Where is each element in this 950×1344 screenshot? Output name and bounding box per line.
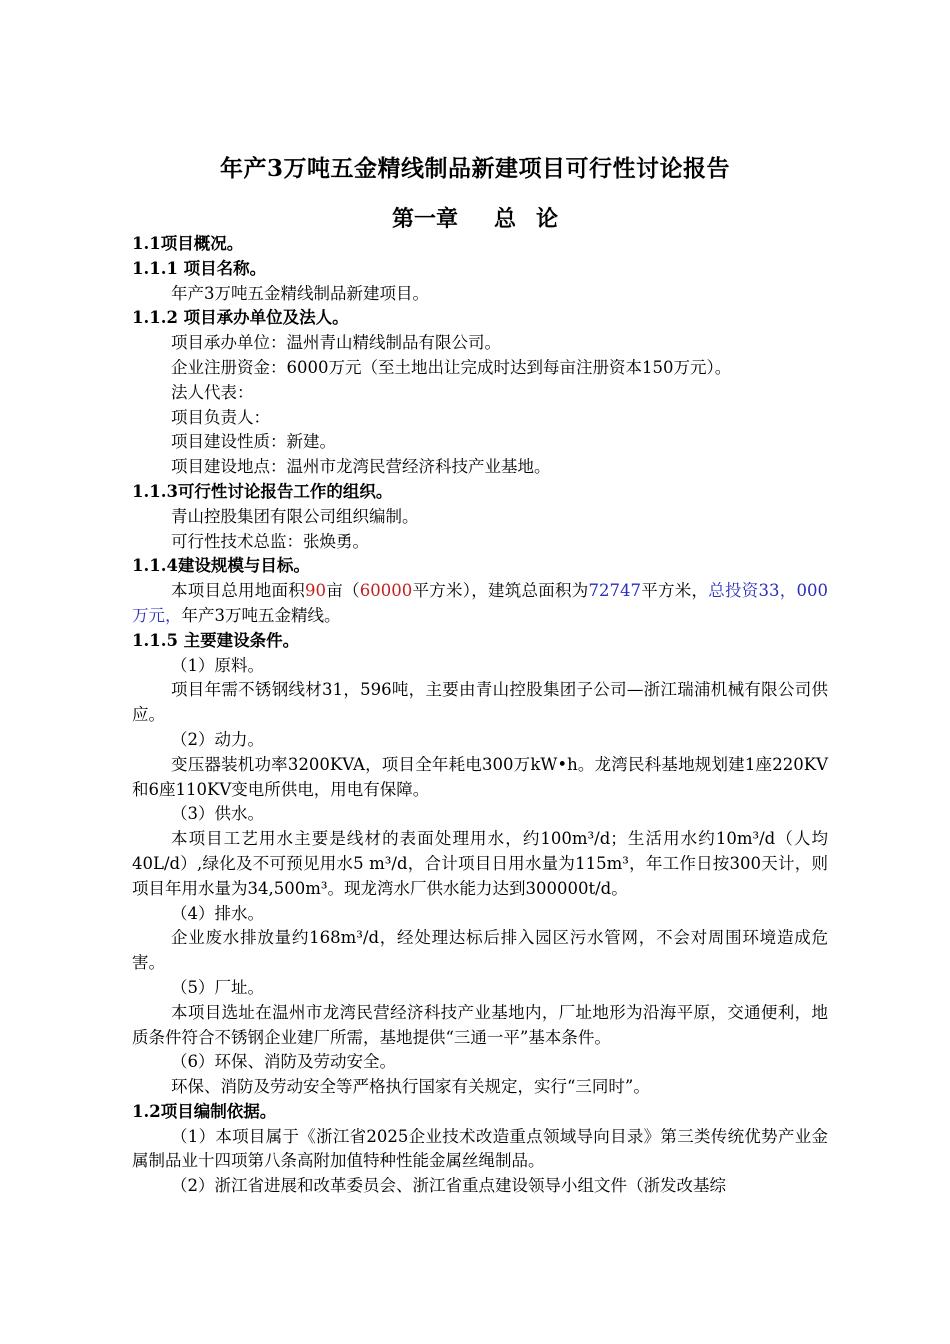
scale-sqm-value: 60000 <box>359 581 413 601</box>
location-text: 项目建设地点：温州市龙湾民营经济科技产业基地。 <box>171 457 551 477</box>
scale-text-1: 本项目总用地面积 <box>171 581 305 601</box>
scale-build-value: 72747 <box>588 581 641 601</box>
section-heading-1-1-4: 1.1.4建设规模与目标。 <box>132 556 310 576</box>
section-heading-1-1-2: 1.1.2 项目承办单位及法人。 <box>132 308 349 328</box>
scale-paragraph <box>132 579 828 629</box>
capital-text: 企业注册资金：6000万元（至土地出让完成时达到每亩注册资本150万元）。 <box>171 357 732 377</box>
organization-text-2: 可行性技术总监：张焕勇。 <box>171 531 369 551</box>
document-body <box>132 232 828 1199</box>
basis-1-text: （1）本项目属于《浙江省2025企业技术改造重点领域导向目录》第三类传统优势产业金属制品业十四项第八条高附加值特种性能金属丝绳制品。 <box>132 1126 828 1171</box>
chapter-word-1: 总 <box>493 206 516 232</box>
project-name-text: 年产3万吨五金精线制品新建项目。 <box>171 283 429 303</box>
scale-mu-value: 90 <box>305 581 326 601</box>
section-heading-1-1: 1.1项目概况。 <box>132 234 244 253</box>
manager-text: 项目负责人： <box>171 407 270 427</box>
scale-invest-value: 总投资33，000万元， <box>132 581 828 625</box>
condition-4-text: 企业废水排放量约168m³/d，经处理达标后排入园区污水管网，不会对周围环境造成危害。 <box>132 928 828 973</box>
section-heading-1-1-5: 1.1.5 主要建设条件。 <box>132 630 300 650</box>
scale-text-3: 平方米），建筑总面积为 <box>412 581 589 601</box>
basis-2-text: （2）浙江省进展和改革委员会、浙江省重点建设领导小组文件（浙发改基综 <box>171 1176 726 1196</box>
chapter-heading <box>0 202 950 233</box>
section-heading-1-1-3: 1.1.3可行性讨论报告工作的组织。 <box>132 481 393 501</box>
section-heading-1-1-1: 1.1.1 项目名称。 <box>132 258 267 278</box>
scale-text-4: 平方米， <box>641 581 709 601</box>
section-heading-1-2: 1.2项目编制依据。 <box>132 1101 277 1121</box>
condition-6-text: 环保、消防及劳动安全等严格执行国家有关规定，实行“三同时”。 <box>171 1077 650 1097</box>
document-title: 年产3万吨五金精线制品新建项目可行性讨论报告 <box>219 155 730 182</box>
condition-3-title: （3）供水。 <box>171 804 264 824</box>
condition-2-title: （2）动力。 <box>171 729 264 749</box>
legal-rep-text: 法人代表： <box>171 382 254 402</box>
condition-3-text: 本项目工艺用水主要是线材的表面处理用水，约100m³/d；生活用水约10m³/d（人均40L/d）,绿化及不可预见用水5 m³/d，合计项目日用水量为115m³，年工作日按300天计，则项目年用水量为34,500m³。现龙湾水厂供水能力达到300000t/d。 <box>132 829 828 898</box>
condition-1-text: 项目年需不锈钢线材31，596吨，主要由青山控股集团子公司—浙江瑞浦机械有限公司供应。 <box>132 680 828 725</box>
condition-2-text: 变压器装机功率3200KVA，项目全年耗电300万kW•h。龙湾民科基地规划建1座220KV和6座110KV变电所供电，用电有保障。 <box>132 754 828 799</box>
scale-text-2: 亩（ <box>326 581 360 601</box>
organization-text-1: 青山控股集团有限公司组织编制。 <box>171 506 419 526</box>
chapter-label: 第一章 <box>391 206 458 232</box>
scale-text-5: 年产3万吨五金精线。 <box>181 605 341 625</box>
condition-6-title: （6）环保、消防及劳动安全。 <box>171 1052 396 1072</box>
condition-1-title: （1）原料。 <box>171 655 264 675</box>
condition-5-title: （5）厂址。 <box>171 977 264 997</box>
chapter-word-2: 论 <box>536 206 559 232</box>
condition-5-text: 本项目选址在温州市龙湾民营经济科技产业基地内，厂址地形为沿海平原，交通便利，地质条件符合不锈钢企业建厂所需，基地提供“三通一平”基本条件。 <box>132 1002 828 1047</box>
sponsor-text: 项目承办单位：温州青山精线制品有限公司。 <box>171 333 501 353</box>
condition-4-title: （4）排水。 <box>171 903 264 923</box>
nature-text: 项目建设性质：新建。 <box>171 432 336 452</box>
